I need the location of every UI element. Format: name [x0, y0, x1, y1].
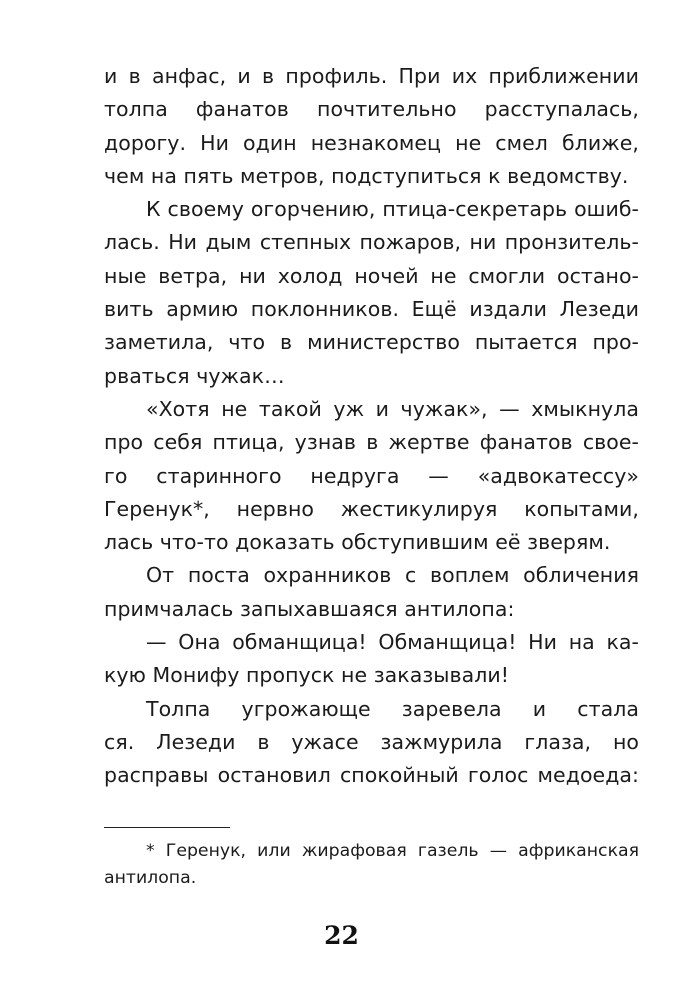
text-line: кую Монифу пропуск не заказывали! [104, 663, 510, 688]
text-line: лась что-то доказать обступившим её зверям. [104, 530, 611, 555]
text-line: Геренук*, нервно жестикулируя копытами, [104, 496, 639, 521]
text-line: «Хотя не такой уж и чужак», — хмыкнула [146, 396, 639, 421]
footnote-separator [104, 827, 230, 828]
text-line: расправы остановил спокойный голос медоеда: [104, 763, 639, 788]
text-line: и в анфас, и в профиль. При их приближении [104, 64, 639, 88]
text-line: лась. Ни дым степных пожаров, ни пронзитель- [104, 230, 639, 255]
text-line: го старинного недруга — «адвокатессу» [104, 463, 639, 488]
text-line: толпа фанатов почтительно расступалась, [104, 97, 639, 122]
body-text [104, 60, 639, 793]
text-line: ные ветра, ни холод ночей не смогли остано- [104, 263, 639, 288]
text-line: От поста охранников с воплем обличения [146, 563, 639, 588]
text-line: чем на пять метров, подступиться к ведомству. [104, 163, 629, 188]
text-line: про себя птица, узнав в жертве фанатов свое- [104, 430, 639, 455]
footnote-line: антилопа. [104, 868, 197, 888]
text-line: рваться чужак… [104, 363, 285, 388]
text-line: дорогу. Ни один незнакомец не смел ближе, [104, 130, 639, 155]
footnote [104, 838, 639, 892]
text-line: К своему огорчению, птица-секретарь ошиб- [146, 197, 639, 222]
text-line: ся. Лезеди в ужасе зажмурила глаза, но [104, 729, 639, 754]
text-line: вить армию поклонников. Ещё издали Лезеди [104, 297, 639, 322]
text-line: — Она обманщица! Обманщица! Ни на ка- [146, 630, 639, 655]
footnote-line: * Геренук, или жирафовая газель — африканская [146, 841, 639, 861]
page-number: 22 [324, 921, 359, 950]
text-line: Толпа угрожающе заревела и стала [146, 696, 639, 721]
text-line: примчалась запыхавшаяся антилопа: [104, 596, 515, 621]
text-line: заметила, что в министерство пытается про- [104, 330, 639, 355]
